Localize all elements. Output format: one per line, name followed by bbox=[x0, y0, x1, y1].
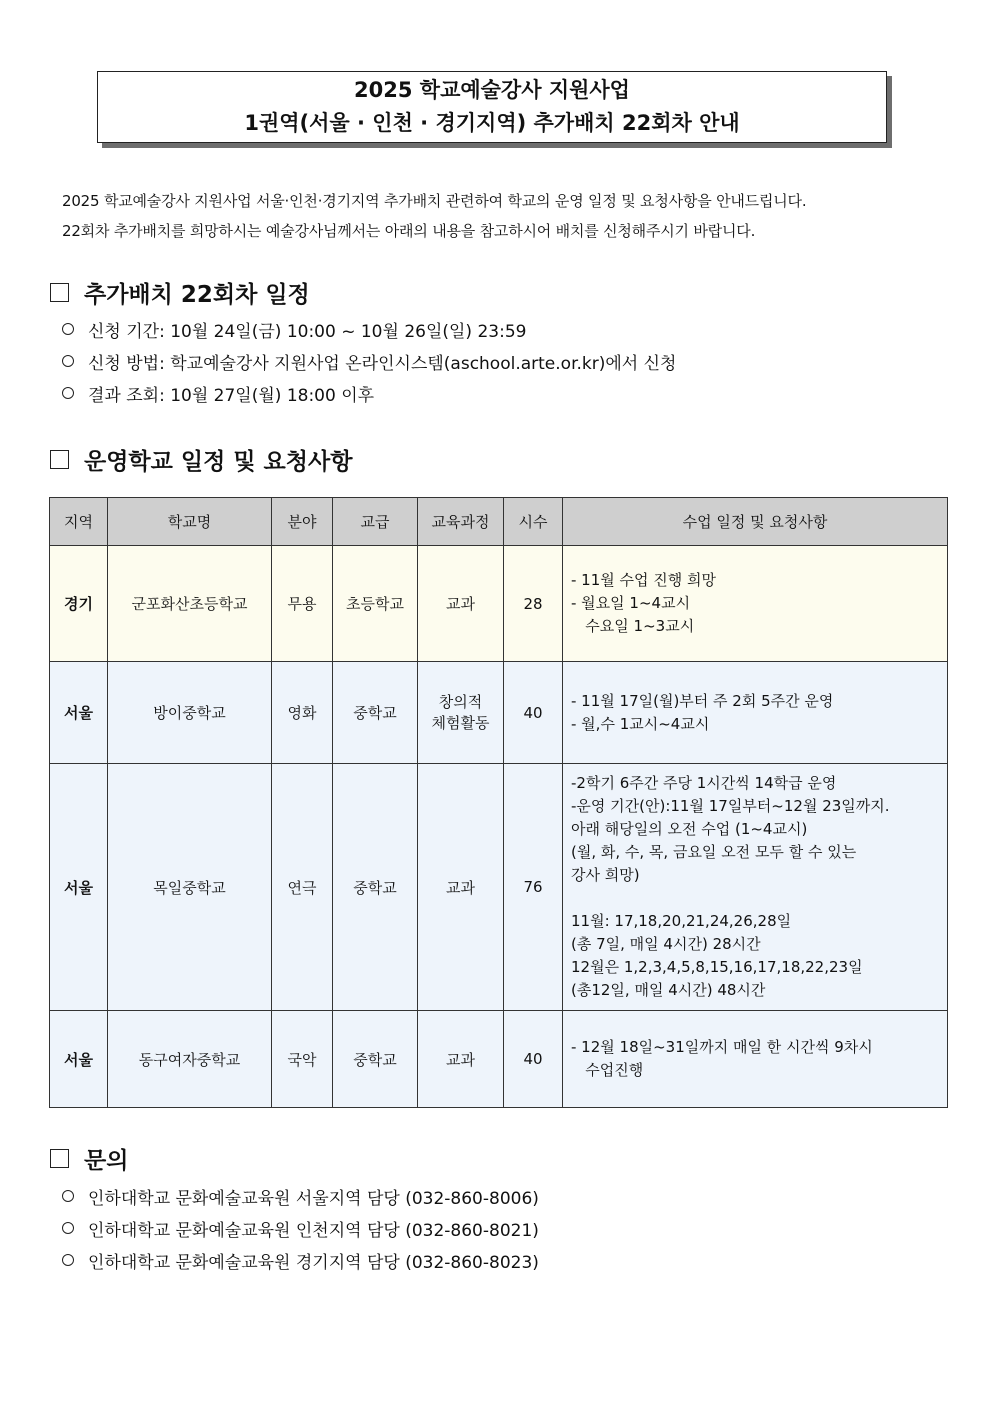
school-heading-text: 운영학교 일정 및 요청사항 bbox=[84, 449, 353, 475]
region-cell: 서울 bbox=[50, 764, 108, 1011]
contact-list bbox=[62, 1180, 539, 1276]
request-line: 12월은 1,2,3,4,5,8,15,16,17,18,22,23일 bbox=[571, 958, 863, 976]
school-cell: 방이중학교 bbox=[108, 662, 272, 764]
school-cell: 동구여자중학교 bbox=[108, 1011, 272, 1108]
spacer bbox=[571, 887, 939, 910]
title-box bbox=[97, 71, 887, 143]
request-line: -운영 기간(안):11월 17일부터~12월 23일까지. bbox=[571, 797, 890, 815]
request-line: - 월,수 1교시~4교시 bbox=[571, 714, 710, 733]
field-cell: 연극 bbox=[272, 764, 333, 1011]
square-bullet-icon bbox=[50, 283, 69, 302]
intro-line-1: 2025 학교예술강사 지원사업 서울·인천·경기지역 추가배치 관련하여 학교의 운영 일정 및 요청사항을 안내드립니다. bbox=[62, 192, 807, 210]
request-cell bbox=[563, 662, 948, 764]
level-cell: 중학교 bbox=[333, 1011, 418, 1108]
square-bullet-icon bbox=[50, 450, 69, 469]
circle-bullet-icon bbox=[62, 1190, 74, 1202]
request-line: - 월요일 1~4교시 bbox=[571, 594, 691, 612]
list-item bbox=[62, 345, 676, 377]
region-cell: 서울 bbox=[50, 1011, 108, 1108]
column-header: 교육과정 bbox=[418, 498, 504, 546]
table-header-row bbox=[50, 498, 948, 546]
request-line: 수요일 1~3교시 bbox=[571, 617, 695, 635]
schedule-section-heading bbox=[50, 276, 310, 309]
contact-heading-text: 문의 bbox=[84, 1148, 129, 1174]
circle-bullet-icon bbox=[62, 355, 74, 367]
request-line: - 11월 수업 진행 희망 bbox=[571, 571, 717, 589]
region-cell: 서울 bbox=[50, 662, 108, 764]
column-header: 수업 일정 및 요청사항 bbox=[563, 498, 948, 546]
request-line: 수업진행 bbox=[571, 1061, 644, 1079]
square-bullet-icon bbox=[50, 1149, 69, 1168]
course-line: 창의적 bbox=[438, 692, 483, 711]
request-line: - 11월 17일(월)부터 주 2회 5주간 운영 bbox=[571, 691, 834, 710]
list-item bbox=[62, 377, 676, 409]
list-item bbox=[62, 1244, 539, 1276]
field-cell: 영화 bbox=[272, 662, 333, 764]
list-item bbox=[62, 1180, 539, 1212]
request-line: 아래 해당일의 오전 수업 (1~4교시) bbox=[571, 820, 808, 838]
level-cell: 중학교 bbox=[333, 764, 418, 1011]
field-cell: 국악 bbox=[272, 1011, 333, 1108]
school-cell: 군포화산초등학교 bbox=[108, 546, 272, 662]
intro-paragraph bbox=[62, 186, 952, 246]
request-line: (월, 화, 수, 목, 금요일 오전 모두 할 수 있는 bbox=[571, 843, 857, 861]
request-line: - 12월 18일~31일까지 매일 한 시간씩 9차시 bbox=[571, 1038, 873, 1056]
request-line: (총 7일, 매일 4시간) 28시간 bbox=[571, 935, 761, 953]
field-cell: 무용 bbox=[272, 546, 333, 662]
level-cell: 초등학교 bbox=[333, 546, 418, 662]
course-cell: 교과 bbox=[418, 546, 504, 662]
list-item bbox=[62, 1212, 539, 1244]
column-header: 지역 bbox=[50, 498, 108, 546]
table-row bbox=[50, 546, 948, 662]
column-header: 분야 bbox=[272, 498, 333, 546]
schedule-list bbox=[62, 313, 676, 409]
table-row bbox=[50, 1011, 948, 1108]
request-cell bbox=[563, 764, 948, 1011]
table-row bbox=[50, 764, 948, 1011]
list-item-text: 인하대학교 문화예술교육원 서울지역 담당 (032-860-8006) bbox=[88, 1188, 539, 1209]
request-line: 11월: 17,18,20,21,24,26,28일 bbox=[571, 912, 792, 930]
course-cell: 교과 bbox=[418, 764, 504, 1011]
list-item-text: 인하대학교 문화예술교육원 인천지역 담당 (032-860-8021) bbox=[88, 1220, 539, 1241]
list-item-text: 신청 기간: 10월 24일(금) 10:00 ~ 10월 26일(일) 23:59 bbox=[88, 321, 527, 342]
list-item-text: 인하대학교 문화예술교육원 경기지역 담당 (032-860-8023) bbox=[88, 1252, 539, 1273]
list-item-text: 결과 조회: 10월 27일(월) 18:00 이후 bbox=[88, 385, 375, 406]
column-header: 학교명 bbox=[108, 498, 272, 546]
course-cell bbox=[418, 662, 504, 764]
circle-bullet-icon bbox=[62, 1254, 74, 1266]
hours-cell: 40 bbox=[504, 662, 563, 764]
course-cell: 교과 bbox=[418, 1011, 504, 1108]
circle-bullet-icon bbox=[62, 323, 74, 335]
school-schedule-table bbox=[49, 497, 948, 1108]
table-row bbox=[50, 662, 948, 764]
intro-line-2: 22회차 추가배치를 희망하시는 예술강사님께서는 아래의 내용을 참고하시어 배치를 신청해주시기 바랍니다. bbox=[62, 222, 756, 240]
hours-cell: 76 bbox=[504, 764, 563, 1011]
circle-bullet-icon bbox=[62, 1222, 74, 1234]
region-cell: 경기 bbox=[50, 546, 108, 662]
column-header: 시수 bbox=[504, 498, 563, 546]
course-line: 체험활동 bbox=[431, 713, 490, 732]
request-line: -2학기 6주간 주당 1시간씩 14학급 운영 bbox=[571, 774, 837, 792]
school-section-heading bbox=[50, 443, 352, 476]
hours-cell: 40 bbox=[504, 1011, 563, 1108]
circle-bullet-icon bbox=[62, 387, 74, 399]
hours-cell: 28 bbox=[504, 546, 563, 662]
list-item-text: 신청 방법: 학교예술강사 지원사업 온라인시스템(aschool.arte.or.kr)에서 신청 bbox=[88, 353, 677, 374]
title-line-1: 2025 학교예술강사 지원사업 bbox=[354, 78, 630, 102]
request-line: 강사 희망) bbox=[571, 866, 640, 884]
schedule-heading-text: 추가배치 22회차 일정 bbox=[84, 282, 310, 308]
request-cell bbox=[563, 546, 948, 662]
contact-section-heading bbox=[50, 1142, 128, 1175]
request-cell bbox=[563, 1011, 948, 1108]
school-cell: 목일중학교 bbox=[108, 764, 272, 1011]
column-header: 교급 bbox=[333, 498, 418, 546]
request-line: (총12일, 매일 4시간) 48시간 bbox=[571, 981, 766, 999]
level-cell: 중학교 bbox=[333, 662, 418, 764]
list-item bbox=[62, 313, 676, 345]
title-line-2: 1권역(서울 · 인천 · 경기지역) 추가배치 22회차 안내 bbox=[244, 111, 740, 135]
